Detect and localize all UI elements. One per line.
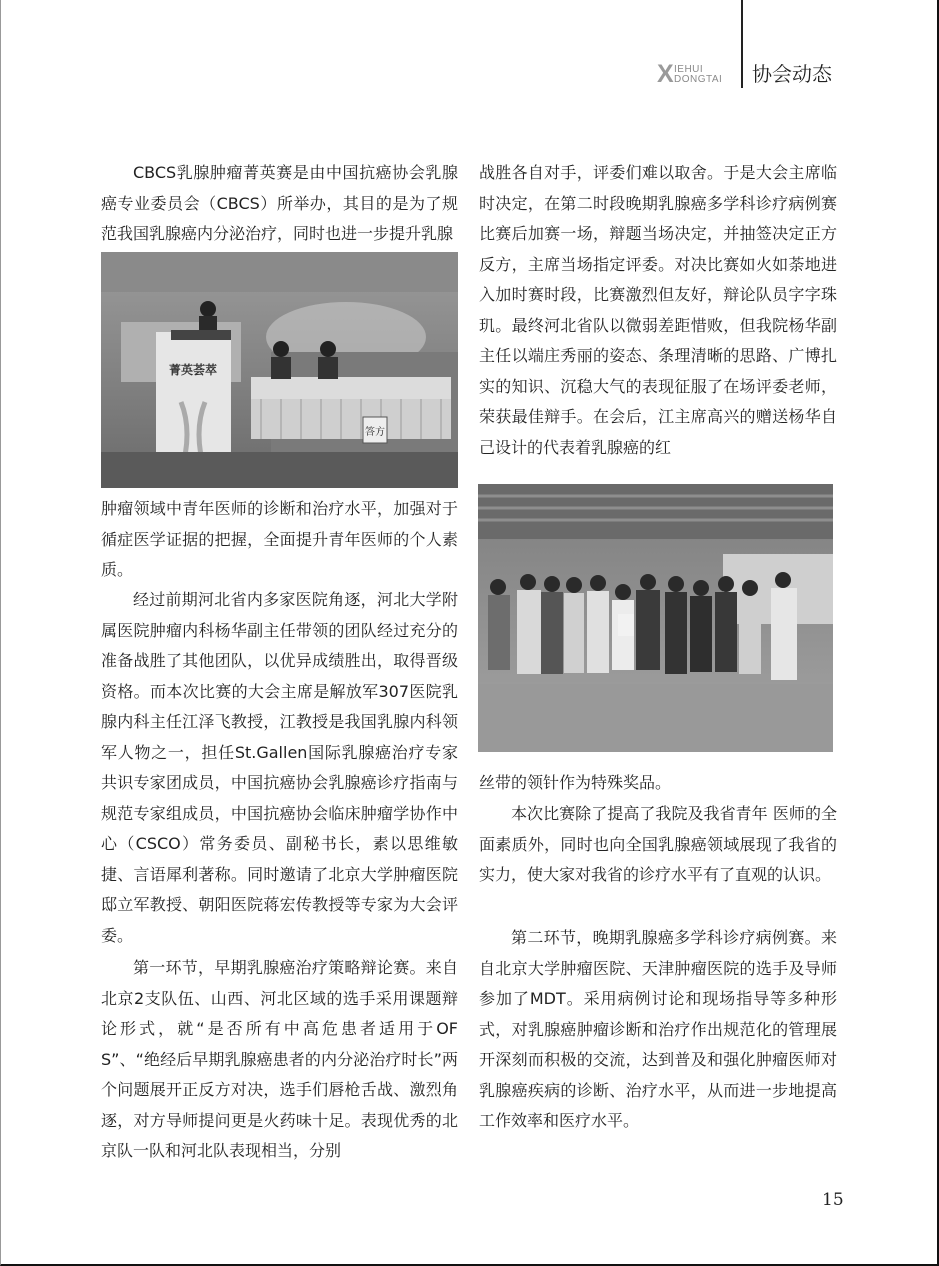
photo-debate-stage bbox=[101, 252, 458, 488]
paragraph-preliminaries: 经过前期河北省内多家医院角逐，河北大学附属医院肿瘤内科杨华副主任带领的团队经过充分的准备战胜了其他团队，以优异成绩胜出，取得晋级资格。而本次比赛的大会主席是解放军307医院乳腺内科主任江泽飞教授，江教授是我国乳腺内科领军人物之一，担任St.Gallen国际乳腺癌治疗专家共识专家团成员，中国抗癌协会乳腺癌诊疗指南与规范专家组成员，中国抗癌协会临床肿瘤学协作中心（CSCO）常务委员、副秘书长，素以思维敏捷、言语犀利著称。同时邀请了北京大学肿瘤医院邸立军教授、朝阳医院蒋宏传教授等专家为大会评委。 bbox=[101, 590, 458, 945]
podium-sign-text: 答方 bbox=[365, 427, 385, 438]
paragraph-first-round: 第一环节，早期乳腺癌治疗策略辩论赛。来自北京2支队伍、山西、河北区域的选手采用课题辩论形式，就“是否所有中高危患者适用于OFS”、“绝经后早期乳腺癌患者的内分泌治疗时长”两个问题展开正反方对决，选手们唇枪舌战、激烈角逐，对方导师提问更是火药味十足。表现优秀的北京队一队和河北队表现相当，分别 bbox=[101, 958, 458, 1160]
paragraph-debate-result: 战胜各自对手，评委们难以取舍。于是大会主席临时决定，在第二时段晚期乳腺癌多学科诊疗病例赛比赛后加赛一场，辩题当场决定，并抽签决定正方反方，主席当场指定评委。对决比赛如火如荼地进入加时赛时段，比赛激烈但友好，辩论队员字字珠玑。最终河北省队以微弱差距惜败，但我院杨华副主任以端庄秀丽的姿态、条理清晰的思路、广博扎实的知识、沉稳大气的表现征服了在场评委老师，荣获最佳辩手。在会后，江主席高兴的赠送杨华自己设计的代表着乳腺癌的红 bbox=[479, 163, 837, 457]
logo-line-1: IEHUI bbox=[674, 64, 704, 75]
header-divider bbox=[741, 0, 743, 88]
paragraph-intro: CBCS乳腺肿瘤菁英赛是由中国抗癌协会乳腺癌专业委员会（CBCS）所举办，其目的是为了规范我国乳腺癌内分泌治疗，同时也进一步提升乳腺 bbox=[101, 163, 458, 243]
logo-line-2: DONGTAI bbox=[674, 74, 723, 85]
header-logo bbox=[657, 62, 735, 88]
section-title: 协会动态 bbox=[752, 62, 832, 86]
logo-letter: X bbox=[657, 60, 674, 88]
paragraph-significance: 本次比赛除了提高了我院及我省青年 医师的全面素质外，同时也向全国乳腺癌领域展现了我省的实力，使大家对我省的诊疗水平有了直观的认识。 bbox=[479, 804, 837, 884]
photo-group bbox=[478, 484, 833, 752]
paragraph-intro-cont: 肿瘤领域中青年医师的诊断和治疗水平，加强对于循症医学证据的把握，全面提升青年医师的个人素质。 bbox=[101, 499, 458, 579]
paragraph-second-round: 第二环节，晚期乳腺癌多学科诊疗病例赛。来自北京大学肿瘤医院、天津肿瘤医院的选手及导师参加了MDT。采用病例讨论和现场指导等多种形式，对乳腺癌肿瘤诊断和治疗作出规范化的管理展开深刻而积极的交流，达到普及和强化肿瘤医师对乳腺癌疾病的诊断、治疗水平，从而进一步地提高工作效率和医疗水平。 bbox=[479, 928, 837, 1130]
page-number: 15 bbox=[822, 1190, 844, 1210]
podium-banner-text: 菁英荟萃 bbox=[168, 363, 218, 377]
paragraph-result-cont: 丝带的领针作为特殊奖品。 bbox=[479, 773, 672, 792]
